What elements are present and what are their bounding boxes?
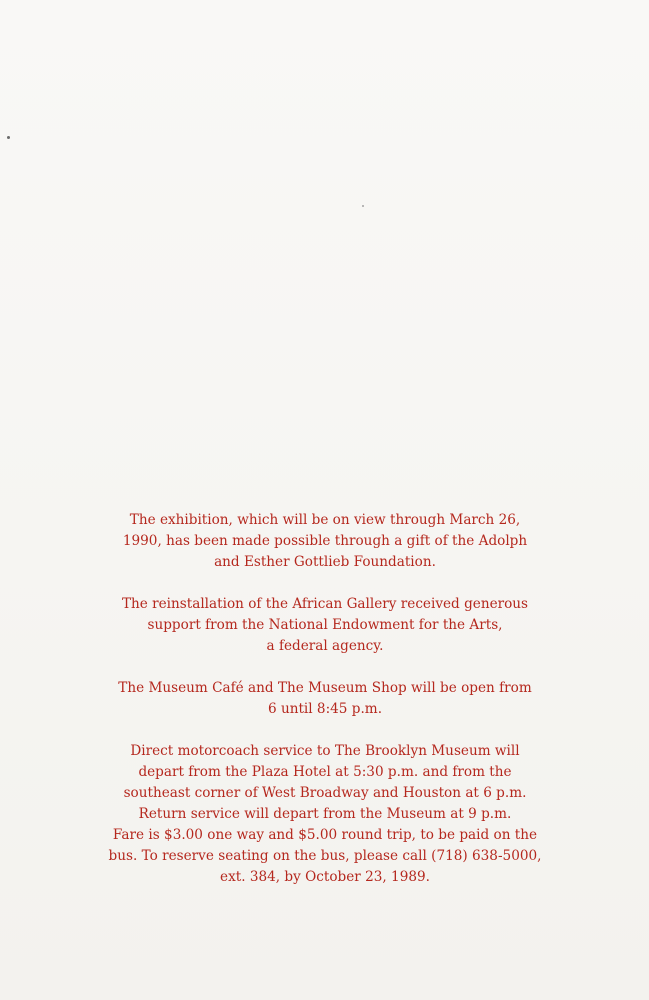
text-line: Direct motorcoach service to The Brooklyn Museum will <box>130 743 520 759</box>
paper-speck <box>362 205 364 207</box>
motorcoach-paragraph <box>90 741 560 888</box>
text-line: and Esther Gottlieb Foundation. <box>214 554 436 570</box>
text-line: bus. To reserve seating on the bus, please call (718) 638-5000, <box>108 848 542 864</box>
text-line: Fare is $3.00 one way and $5.00 round trip, to be paid on the <box>112 827 538 843</box>
text-line: southeast corner of West Broadway and Houston at 6 p.m. <box>123 785 527 801</box>
text-line: The exhibition, which will be on view through March 26, <box>129 512 521 528</box>
reinstallation-paragraph <box>90 594 560 657</box>
text-line: support from the National Endowment for the Arts, <box>147 617 503 633</box>
text-line: 6 until 8:45 p.m. <box>267 701 383 717</box>
exhibition-paragraph <box>90 510 560 573</box>
text-line: depart from the Plaza Hotel at 5:30 p.m. and from the <box>138 764 512 780</box>
text-line: 1990, has been made possible through a gift of the Adolph <box>122 533 528 549</box>
text-line: Return service will depart from the Museum at 9 p.m. <box>138 806 512 822</box>
paper-speck <box>7 136 10 139</box>
text-line: The Museum Café and The Museum Shop will be open from <box>118 680 532 696</box>
text-line: a federal agency. <box>266 638 384 654</box>
cafe-shop-paragraph <box>90 678 560 720</box>
invitation-text <box>90 510 560 888</box>
text-line: ext. 384, by October 23, 1989. <box>220 869 430 885</box>
text-line: The reinstallation of the African Gallery received generous <box>121 596 529 612</box>
